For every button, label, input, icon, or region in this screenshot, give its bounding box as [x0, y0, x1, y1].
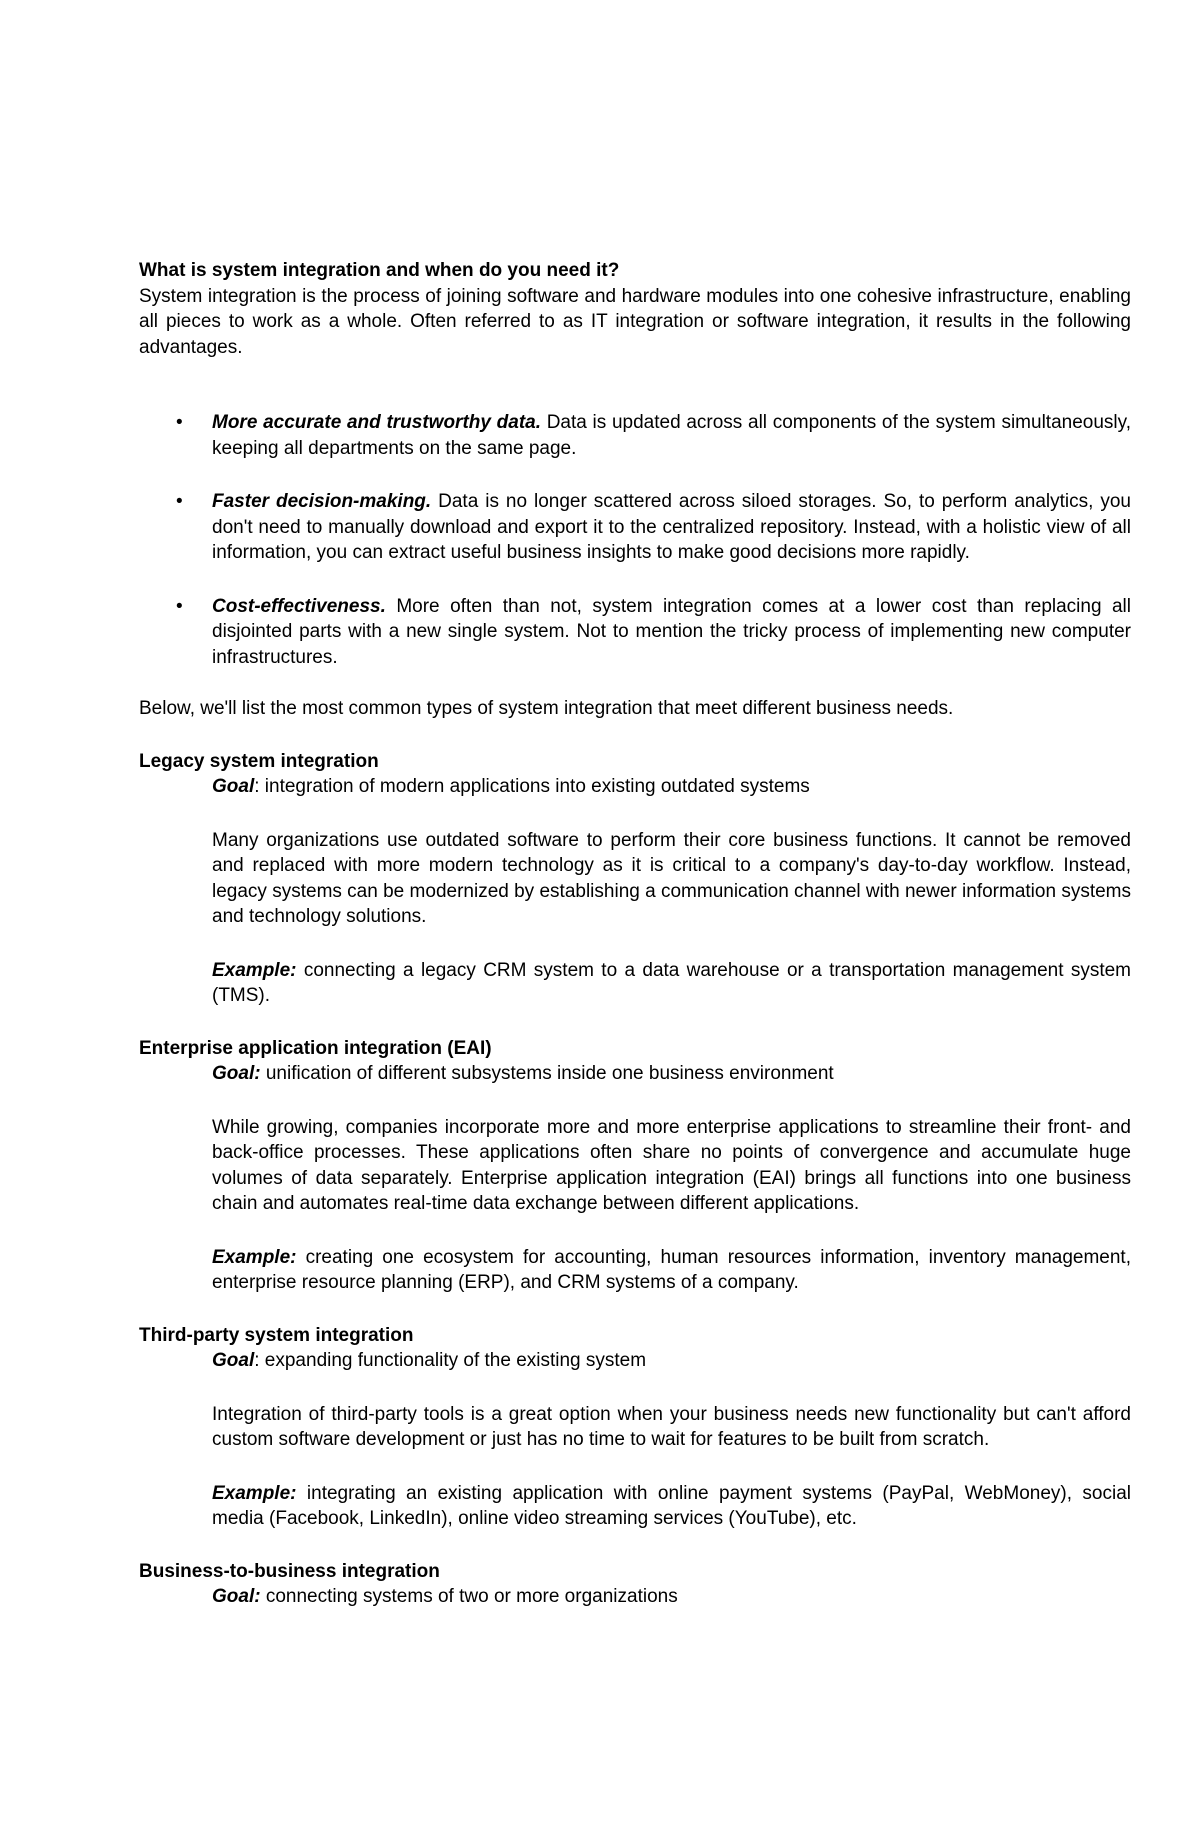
- section-body: Integration of third-party tools is a great option when your business needs new functionality but can't afford custom software development or just has no time to wait for features to be built from scratch.: [212, 1403, 1131, 1450]
- document-content: [139, 258, 1131, 1637]
- goal-text: connecting systems of two or more organizations: [265, 1586, 678, 1607]
- section-heading: Enterprise application integration (EAI): [139, 1037, 492, 1059]
- section-third-party-integration: [139, 1323, 1131, 1532]
- section-body: Many organizations use outdated software to perform their core business functions. It cannot be removed and replaced with more modern technology as it is critical to a company's day-to-day workflow. Instead, legacy systems can be modernized by establishing a communication channel with newer information systems and technology solutions.: [212, 829, 1131, 927]
- example-line: [139, 958, 1131, 1009]
- section-heading: Business-to-business integration: [139, 1560, 440, 1582]
- goal-label: Goal:: [212, 1063, 261, 1084]
- list-item: [139, 489, 1131, 566]
- example-label: Example:: [212, 1246, 297, 1268]
- section-heading: Third-party system integration: [139, 1324, 414, 1346]
- list-item: [139, 594, 1131, 671]
- intro-section: [139, 258, 1131, 360]
- goal-separator: :: [254, 776, 265, 797]
- section-b2b-integration: [139, 1559, 1131, 1610]
- goal-label: Goal: [212, 1350, 255, 1371]
- section-body: While growing, companies incorporate more and more enterprise applications to streamline their front- and back-office processes. These applications often share no points of convergence and accumulate huge volumes of data separately. Enterprise application integration (EAI) brings all functions into one business chain and automates real-time data exchange between different applications.: [212, 1116, 1131, 1214]
- section-heading: Legacy system integration: [139, 750, 379, 772]
- goal-label: Goal: [212, 776, 255, 797]
- types-intro-paragraph: Below, we'll list the most common types of system integration that meet different business needs.: [139, 698, 954, 719]
- example-label: Example:: [212, 1482, 297, 1504]
- intro-paragraph: System integration is the process of joining software and hardware modules into one cohesive infrastructure, enabling all pieces to work as a whole. Often referred to as IT integration or software integration, it results in the following advantages.: [139, 285, 1131, 358]
- example-label: Example:: [212, 959, 297, 981]
- bullet-icon: •: [176, 595, 183, 617]
- advantages-list: [139, 410, 1131, 670]
- intro-heading: What is system integration and when do you need it?: [139, 260, 620, 281]
- advantage-title: More accurate and trustworthy data.: [212, 412, 541, 433]
- advantage-title: Faster decision-making.: [212, 491, 432, 512]
- goal-label: Goal:: [212, 1586, 261, 1607]
- advantage-text: More often than not, system integration comes at a lower cost than replacing all disjointed parts with a new single system. Not to mention the tricky process of implementing new computer infrastructures.: [212, 595, 1131, 668]
- section-eai: [139, 1036, 1131, 1296]
- goal-text: integration of modern applications into existing outdated systems: [264, 776, 810, 797]
- advantage-text: Data is no longer scattered across siloed storages. So, to perform analytics, you don't need to manually download and export it to the centralized repository. Instead, with a holistic view of all information, you can extract useful business insights to make good decisions more rapidly.: [212, 491, 1131, 563]
- example-line: [139, 1245, 1131, 1296]
- goal-text: unification of different subsystems inside one business environment: [265, 1063, 834, 1084]
- goal-separator: :: [254, 1350, 265, 1371]
- goal-line: [139, 774, 1131, 800]
- goal-line: [139, 1348, 1131, 1374]
- goal-line: [139, 1584, 1131, 1610]
- bullet-icon: •: [176, 412, 183, 433]
- example-text: creating one ecosystem for accounting, human resources information, inventory management, enterprise resource planning (ERP), and CRM systems of a company.: [212, 1246, 1131, 1293]
- example-text: connecting a legacy CRM system to a data warehouse or a transportation management system (TMS).: [212, 959, 1131, 1006]
- advantage-text: Data is updated across all components of the system simultaneously, keeping all departments on the same page.: [212, 412, 1132, 459]
- example-text: integrating an existing application with online payment systems (PayPal, WebMoney), social media (Facebook, LinkedIn), online video streaming services (YouTube), etc.: [212, 1482, 1131, 1529]
- goal-line: [139, 1061, 1131, 1087]
- example-line: [139, 1481, 1131, 1532]
- bullet-icon: •: [176, 491, 183, 512]
- list-item: [139, 410, 1131, 461]
- goal-text: expanding functionality of the existing system: [264, 1350, 647, 1371]
- advantage-title: Cost-effectiveness.: [212, 595, 386, 617]
- section-legacy-integration: [139, 749, 1131, 1009]
